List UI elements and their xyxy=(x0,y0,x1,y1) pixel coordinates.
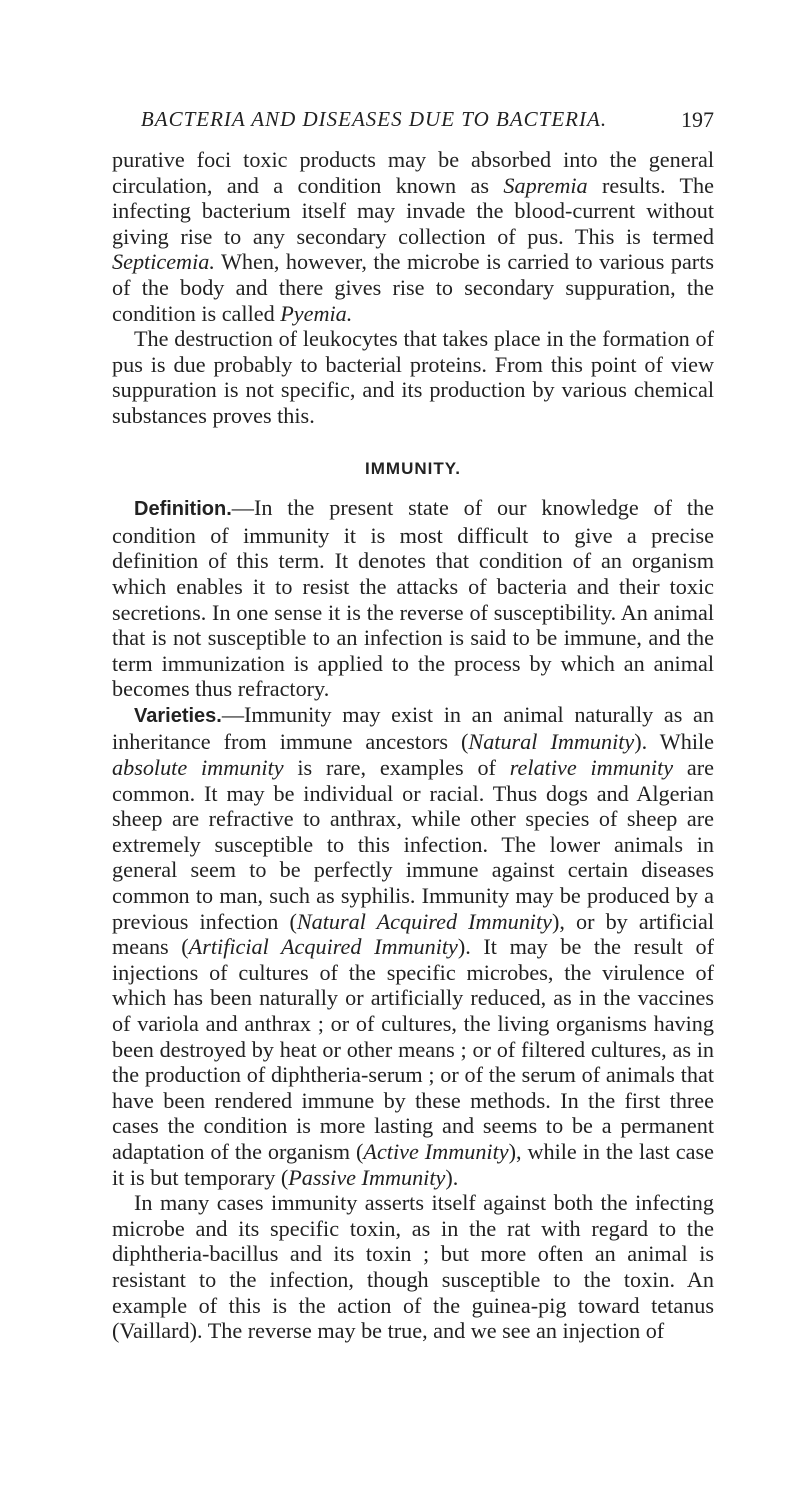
term-pyemia: Pyemia. xyxy=(280,300,353,326)
term-passive-immunity: Passive Immunity xyxy=(288,1164,446,1190)
book-page xyxy=(0,107,800,1490)
text-run: are common. It may be individual or racial. Thus dogs and Algerian sheep are refractive to anthrax, while other species of sheep are extremely susceptible to this infection. The lower animals in general seem to be perfectly immune against certain diseases common to man, such as syphilis. Immunity may be produced by a previous infection ( xyxy=(112,755,714,934)
text-run: —In the present state of our knowledge of the condition of immunity it is most difficult to give a precise definition of this term. It denotes that condition of an organism which enables it to resist the attacks of bacteria and their toxic secretions. In one sense it is the reverse of susceptibility. An animal that is not susceptible to an infection is said to be immune, and the term immunization is applied to the process by which an animal becomes thus refractory. xyxy=(112,495,714,702)
paragraph-pyemia xyxy=(112,147,714,326)
paragraph-definition xyxy=(112,495,714,702)
term-absolute-immunity: absolute immunity xyxy=(112,755,284,781)
body-text xyxy=(112,147,714,1344)
text-run: ). While xyxy=(634,729,715,755)
running-head: BACTERIA AND DISEASES DUE TO BACTERIA. xyxy=(140,107,608,131)
text-run: is rare, examples of xyxy=(283,755,510,781)
term-sapremia: Sapremia xyxy=(503,172,588,198)
paragraph-leukocytes: The destruction of leukocytes that takes place in the formation of pus is due probably to bacterial proteins. From this point of view suppuration is not specific, and its production by various chemical substances proves this. xyxy=(112,326,714,428)
term-active-immunity: Active Immunity xyxy=(363,1138,509,1164)
paragraph-toxin: In many cases immunity asserts itself against both the infecting microbe and its specific toxin, as in the rat with regard to the diphtheria-bacillus and its toxin ; but more often an animal is resistant to the infection, though susceptible to the toxin. An example of this is the action of the guinea-pig toward tetanus (Vaillard). The reverse may be true, and we see an injection of xyxy=(112,1190,714,1344)
run-in-heading-varieties: Varieties. xyxy=(134,704,222,727)
section-heading-immunity: IMMUNITY. xyxy=(365,458,461,478)
page-number: 197 xyxy=(681,107,714,132)
text-run: ), or by artificial means ( xyxy=(112,908,714,960)
term-artificial-acquired-immunity: Artificial Acquired Immunity xyxy=(188,934,458,960)
page-header xyxy=(112,107,714,147)
text-run: purative foci toxic products may be absorbed into the general circulation, and a condition known as xyxy=(112,147,714,198)
term-septicemia: Septicemia. xyxy=(112,249,215,275)
text-run: ). It may be the result of injections of cultures of the specific microbes, the virulence of which has been naturally or artificially reduced, as in the vaccines of variola and anthrax ; or of cultures, the living organisms having been destroyed by heat or other means ; or of filtered cultures, as in the production of diphtheria-serum ; or of the serum of animals that have been rendered immune by these methods. In the first three cases the condition is more lasting and seems to be a permanent adaptation of the organism ( xyxy=(112,934,714,1164)
term-natural-acquired-immunity: Natural Acquired Immunity xyxy=(296,908,552,934)
text-run: —Immunity may exist in an animal naturally as an inheritance from immune ancestors ( xyxy=(112,701,714,755)
term-relative-immunity: relative immunity xyxy=(509,755,674,781)
run-in-heading-definition: Definition. xyxy=(134,498,232,521)
text-run: results. The infecting bacterium itself may invade the blood-current without giving rise to any secondary collection of pus. This is termed xyxy=(112,172,714,249)
term-natural-immunity: Natural Immunity xyxy=(468,729,635,755)
paragraph-varieties xyxy=(112,702,714,1190)
text-run: When, however, the microbe is carried to various parts of the body and there gives rise to secondary suppuration, the condition is called xyxy=(112,249,714,326)
text-run: ), while in the last case it is but temporary ( xyxy=(112,1138,714,1190)
text-run: ). xyxy=(445,1164,459,1190)
